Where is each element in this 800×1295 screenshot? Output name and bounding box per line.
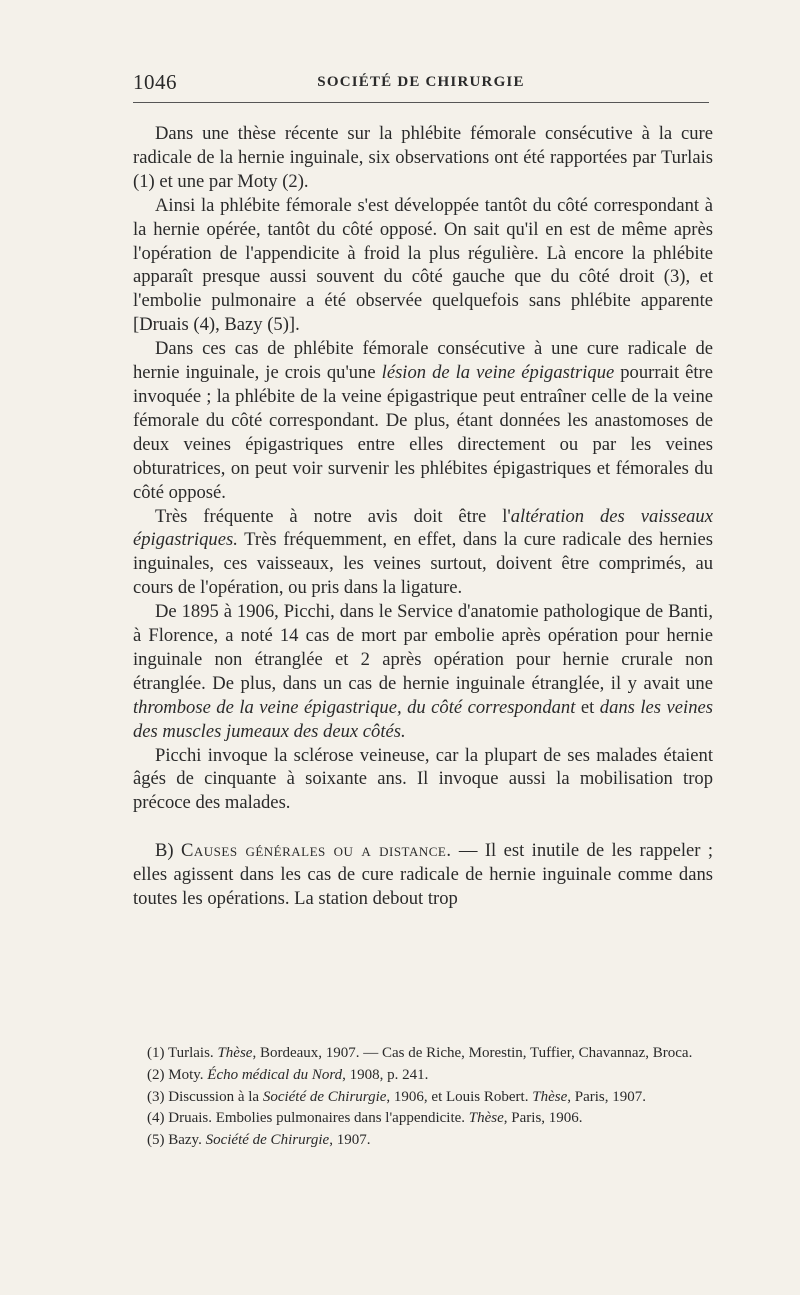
footnote-italic: Thèse	[217, 1045, 253, 1061]
footnote-text: , Paris, 1906.	[503, 1110, 583, 1127]
italic-text: lésion de la veine épigastrique	[381, 362, 615, 384]
paragraph	[133, 505, 713, 601]
text-run: Très fréquemment, en effet, dans la cure radicale des hernies inguinales, ces vaisseaux, les veines surtout, doivent être comprimés, au cours de l'opération, ou pris dans la ligature.	[133, 529, 713, 599]
footnote-italic: Thèse	[532, 1088, 568, 1105]
footnote-italic: Thèse	[468, 1110, 504, 1127]
footnote-italic: Société de Chirurgie	[262, 1088, 387, 1105]
footnote-text: (4) Druais. Embolies pulmonaires dans l'appendicite.	[147, 1110, 469, 1127]
running-title: SOCIÉTÉ DE CHIRURGIE	[317, 74, 525, 90]
header-divider	[133, 102, 709, 103]
section-heading: Causes générales ou a distance.	[180, 840, 452, 862]
footnote-italic: Société de Chirurgie	[205, 1132, 330, 1149]
section-paragraph	[133, 839, 713, 911]
footnote-text: , 1907.	[329, 1132, 371, 1149]
footnote-text: , Bordeaux, 1907. — Cas de Riche, Morestin, Tuffier, Chavannaz, Broca.	[252, 1045, 693, 1061]
paragraph: Dans une thèse récente sur la phlébite fémorale consécutive à la cure radicale de la hernie inguinale, six observations ont été rapportées par Turlais (1) et une par Moty (2).	[133, 123, 713, 192]
page-number: 1046	[133, 70, 177, 94]
footnote-text: (1) Turlais.	[147, 1045, 218, 1061]
section-letter: B)	[155, 840, 181, 862]
italic-text: dans les veines des muscles jumeaux des deux côtés.	[133, 696, 713, 742]
footnote-text: (2) Moty.	[147, 1066, 208, 1083]
text-run: Très fréquente à notre avis doit être l'	[155, 505, 511, 527]
footnote	[133, 1108, 713, 1130]
footnote-text: (3) Discussion à la	[147, 1088, 263, 1105]
paragraph	[133, 337, 713, 504]
main-text	[133, 122, 713, 911]
text-run: De 1895 à 1906, Picchi, dans le Service d'anatomie pathologique de Banti, à Florence, a noté 14 cas de mort par embolie après opération pour hernie inguinale non étranglée et 2 après opération pour hernie crurale non étranglée. De plus, dans un cas de hernie inguinale étranglée, il y avait une	[133, 601, 713, 694]
text-run: pourrait être invoquée ; la phlébite de la veine épigastrique peut entraîner celle de la veine fémorale du côté correspondant. De plus, étant données les anastomoses de deux veines épigastriques entre elles directement ou par les veines obturatrices, on peut voir survenir les phlébites épigastriques et fémorales du côté opposé.	[133, 362, 713, 503]
footnote	[133, 1065, 713, 1087]
footnote-text: , 1908, p. 241.	[342, 1066, 429, 1083]
page-header	[133, 70, 709, 96]
text-run: et	[575, 696, 600, 718]
footnotes	[133, 1043, 713, 1152]
footnote	[133, 1087, 713, 1109]
paragraph: Ainsi la phlébite fémorale s'est développée tantôt du côté correspondant à la hernie opérée, tantôt du côté opposé. On sait qu'il en est de même après l'opération de l'appendicite à froid la plus régulière. Là encore la phlébite apparaît presque aussi souvent du côté gauche que du côté droit (3), et l'embolie pulmonaire a été observée quelquefois sans phlébite apparente [Druais (4), Bazy (5)].	[133, 194, 713, 336]
footnote	[133, 1130, 713, 1152]
footnote-text: (5) Bazy.	[147, 1132, 206, 1149]
text-run: Dans ces cas de phlébite fémorale consécutive à une cure radicale de hernie inguinale, je crois qu'une	[133, 338, 713, 384]
text-run: — Il est inutile de les rappeler ; elles agissent dans les cas de cure radicale de hernie inguinale comme dans toutes les opérations. La station debout trop	[133, 840, 713, 910]
footnote	[133, 1043, 713, 1065]
footnote-text: , 1906, et Louis Robert.	[386, 1088, 533, 1105]
paragraph	[133, 600, 713, 743]
italic-text: altération des vaisseaux épigastriques.	[133, 505, 713, 551]
paragraph: Picchi invoque la sclérose veineuse, car la plupart de ses malades étaient âgés de cinquante à soixante ans. Il invoque aussi la mobilisation trop précoce des malades.	[133, 744, 713, 814]
italic-text: thrombose de la veine épigastrique, du côté correspondant	[133, 696, 576, 718]
footnote-text: , Paris, 1907.	[567, 1088, 646, 1105]
footnote-italic: Écho médical du Nord	[207, 1066, 343, 1083]
